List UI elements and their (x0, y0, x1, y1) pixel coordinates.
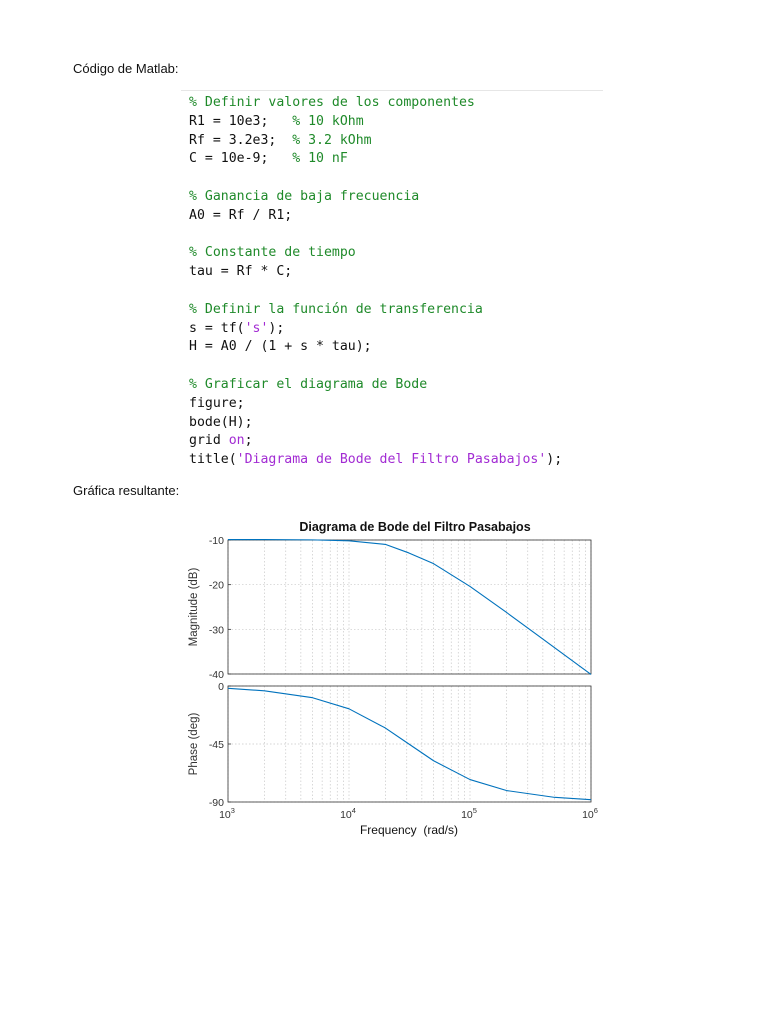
code-token-comment: % 3.2 kOhm (292, 132, 372, 148)
code-token-code: tau = Rf * C; (189, 264, 293, 280)
code-line (189, 113, 364, 132)
code-line (189, 207, 292, 226)
code-line (189, 376, 427, 395)
code-line (189, 244, 356, 263)
code-line (189, 301, 483, 320)
code-line (189, 263, 292, 282)
magnitude-curve (228, 540, 591, 675)
axes-box (228, 540, 591, 674)
code-token-comment: % Graficar el diagrama de Bode (189, 377, 428, 392)
x-tick-label (219, 806, 235, 821)
code-line (189, 338, 372, 357)
code-line (189, 188, 419, 207)
code-token-code: s = tf( (189, 320, 245, 336)
code-line (189, 414, 253, 433)
code-token-string: 'Diagrama de Bode del Filtro Pasabajos' (236, 452, 547, 468)
code-token-code: ; (244, 433, 253, 449)
x-tick-label (582, 806, 598, 821)
code-line (189, 395, 245, 414)
code-line (189, 432, 253, 451)
x-tick-base: 10 (461, 809, 473, 821)
code-token-comment: % 10 nF (292, 151, 348, 167)
code-token-string: 's' (244, 320, 269, 336)
code-token-code: grid (189, 433, 229, 449)
code-token-comment: % Definir la función de transferencia (189, 301, 483, 317)
code-token-comment: % Constante de tiempo (189, 245, 356, 261)
magnitude-panel (188, 535, 591, 681)
code-token-code: R1 = 10e3; (189, 113, 293, 129)
x-tick-base: 10 (340, 809, 352, 821)
code-token-keyword: on (228, 433, 245, 449)
x-tick-base: 10 (582, 809, 594, 821)
code-token-code: H = A0 / (1 + s * tau); (189, 339, 372, 355)
code-token-code: bode(H); (189, 414, 253, 430)
bode-figure (180, 512, 610, 847)
code-token-code: figure; (189, 395, 245, 411)
x-tick-exponent: 3 (230, 806, 235, 815)
code-line (189, 94, 475, 113)
code-token-code: C = 10e-9; (189, 151, 293, 167)
y-tick-label: -90 (208, 797, 224, 809)
y-tick-label: -40 (208, 669, 224, 681)
code-line (189, 451, 562, 470)
code-token-code: title( (189, 452, 237, 468)
plot-heading: Gráfica resultante: (73, 483, 180, 498)
y-tick-label: -30 (208, 624, 224, 637)
code-heading: Código de Matlab: (73, 61, 179, 76)
x-tick-base: 10 (219, 809, 231, 821)
code-block (181, 90, 603, 471)
phase-panel (188, 681, 591, 809)
x-tick-label (340, 806, 356, 821)
code-token-code: ); (546, 452, 563, 468)
y-tick-label: -45 (208, 739, 224, 751)
code-token-code: A0 = Rf / R1; (189, 207, 293, 223)
code-token-comment: % 10 kOhm (292, 113, 364, 129)
y-tick-label: 0 (218, 681, 224, 693)
y-tick-label: -10 (208, 535, 224, 547)
x-axis (219, 806, 598, 821)
x-tick-exponent: 6 (593, 806, 598, 815)
y-axis-label: Magnitude (dB) (188, 567, 200, 647)
code-line (189, 150, 348, 169)
y-tick-label: -20 (208, 579, 224, 592)
x-tick-label (461, 806, 477, 821)
x-axis-label: Frequency (rad/s) (359, 823, 459, 837)
code-line (189, 320, 284, 339)
code-token-code: Rf = 3.2e3; (189, 132, 293, 148)
x-tick-exponent: 4 (351, 806, 356, 815)
code-token-comment: % Definir valores de los componentes (189, 95, 475, 110)
code-token-comment: % Ganancia de baja frecuencia (189, 189, 420, 204)
code-line (189, 132, 372, 151)
bode-plot (180, 512, 610, 847)
x-tick-exponent: 5 (472, 806, 477, 815)
y-axis-label: Phase (deg) (188, 712, 200, 776)
code-token-code: ); (268, 320, 285, 336)
chart-title: Diagrama de Bode del Filtro Pasabajos (299, 520, 531, 534)
